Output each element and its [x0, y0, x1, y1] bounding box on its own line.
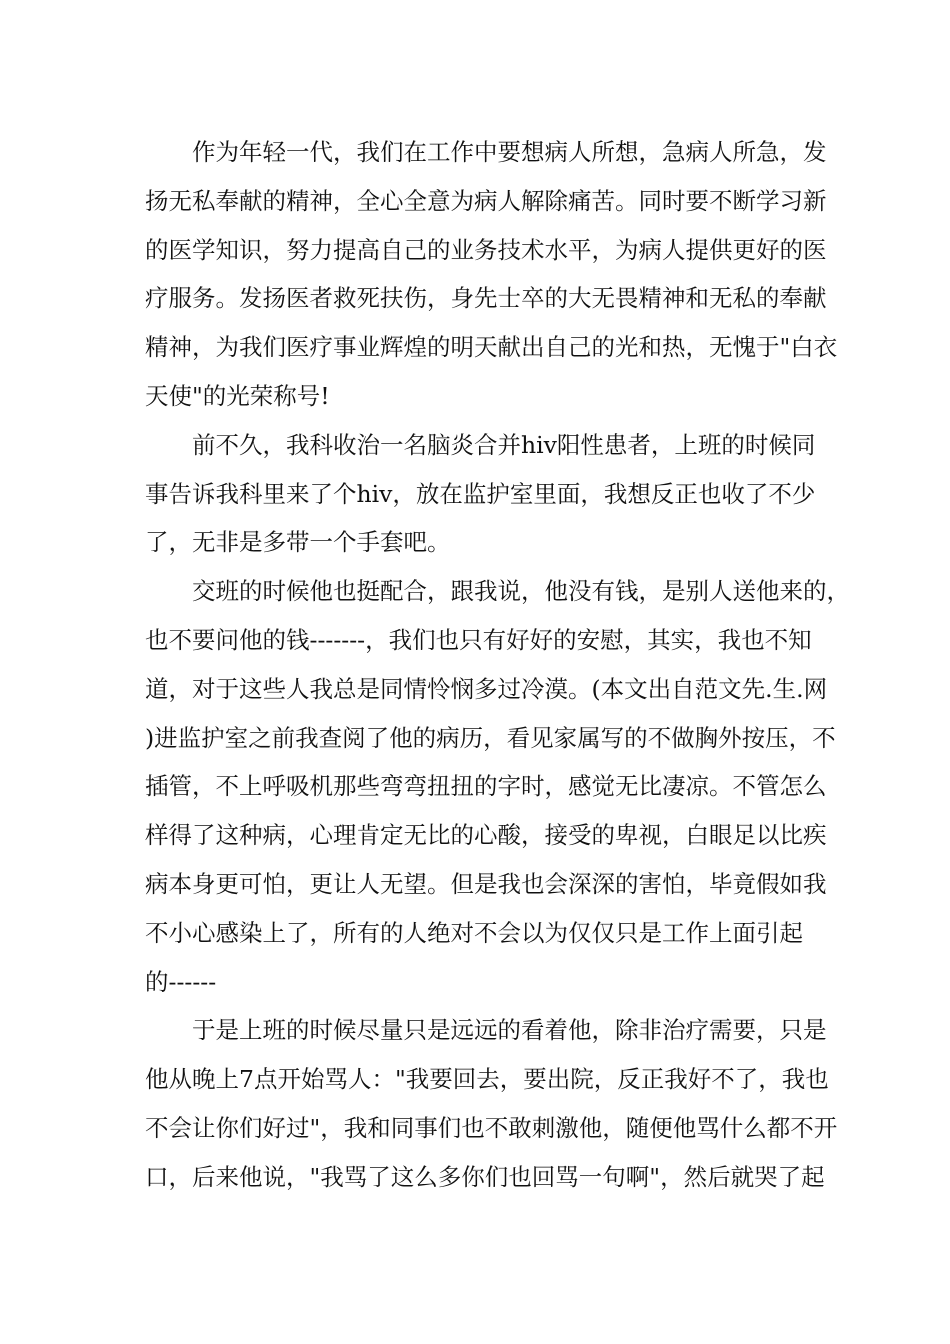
text-line: 前不久，我科收治一名脑炎合并hiv阳性患者，上班的时候同 — [145, 430, 816, 459]
text-line: )进监护室之前我查阅了他的病历，看见家属写的不做胸外按压，不 — [145, 723, 836, 752]
text-line: 作为年轻一代，我们在工作中要想病人所想，急病人所急，发 — [145, 138, 827, 166]
text-line: 样得了这种病，心理肯定无比的心酸，接受的卑视，白眼足以比疾 — [145, 821, 827, 850]
text-line: 不小心感染上了，所有的人绝对不会以为仅仅只是工作上面引起 — [145, 918, 803, 947]
text-line: 不会让你们好过"，我和同事们也不敢刺激他，随便他骂什么都不开 — [145, 1113, 838, 1142]
text-line: 事告诉我科里来了个hiv，放在监护室里面，我想反正也收了不少 — [145, 479, 816, 508]
document-body — [145, 128, 850, 1202]
text-line: 的------ — [145, 967, 217, 996]
text-line: 道，对于这些人我总是同情怜悯多过冷漠。(本文出自范文先.生.网 — [145, 674, 828, 703]
text-line: 交班的时候他也挺配合，跟我说，他没有钱，是别人送他来的， — [145, 577, 850, 606]
text-line: 于是上班的时候尽量只是远远的看着他，除非治疗需要，只是 — [145, 1016, 827, 1045]
text-line: 插管，不上呼吸机那些弯弯扭扭的字时，感觉无比凄凉。不管怎么 — [145, 772, 827, 801]
text-line: 口，后来他说，"我骂了这么多你们也回骂一句啊"，然后就哭了起 — [145, 1162, 825, 1191]
text-line: 的医学知识，努力提高自己的业务技术水平，为病人提供更好的医 — [145, 235, 827, 264]
text-line: 也不要问他的钱-------，我们也只有好好的安慰，其实，我也不知 — [145, 625, 812, 654]
text-line: 精神，为我们医疗事业辉煌的明天献出自己的光和热，无愧于"白衣 — [145, 333, 838, 362]
text-line: 扬无私奉献的精神，全心全意为病人解除痛苦。同时要不断学习新 — [145, 186, 827, 215]
text-line: 疗服务。发扬医者救死扶伤，身先士卒的大无畏精神和无私的奉献 — [145, 284, 827, 313]
text-line: 他从晚上7点开始骂人："我要回去，要出院，反正我好不了，我也 — [145, 1065, 829, 1094]
text-line: 病本身更可怕，更让人无望。但是我也会深深的害怕，毕竟假如我 — [145, 869, 827, 898]
text-line: 了，无非是多带一个手套吧。 — [145, 528, 451, 557]
text-line: 天使"的光荣称号! — [145, 381, 330, 410]
